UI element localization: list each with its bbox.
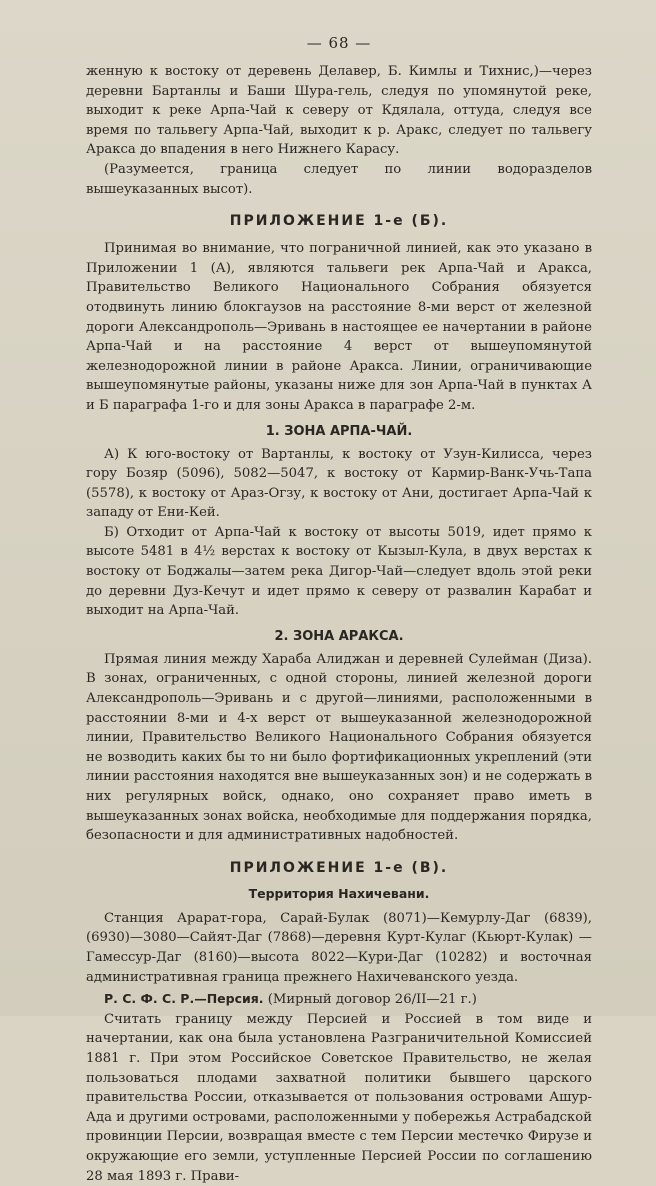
treaty-line <box>86 989 592 1010</box>
zone-2-paragraph: Прямая линия между Хараба Алиджан и деревней Сулейман (Диза). В зонах, ограниченных, с одной стороны, линией железной дороги Александрополь—Эривань и с другой—линиями, расположенными в расстоянии 8-ми и 4-х верст от вышеуказанной железнодорожной линии, Правительство Великого Национального Собрания обязуется не возводить каких бы то ни было фортификационных укреплений (эти линии расстояния находятся вне вышеуказанных зон) и не содержать в них регулярных войск, однако, оно сохраняет право иметь в вышеуказанных зонах войска, необходимые для поддержания порядка, безопасности и для административных надобностей. <box>86 651 592 844</box>
intro-continuation: женную к востоку от деревень Делавер, Б. Кимлы и Тихнис,)—через деревни Бартанлы и Баши Шура-гель, следуя по упомянутой реке, выходит к реке Арпа-Чай к северу от Кдялала, оттуда, следуя все время по тальвегу Арпа-Чай, выходит к р. Аракс, следует по тальвегу Аракса до впадения в него Нижнего Карасу. <box>86 64 592 158</box>
appendix-v-subheading: Территория Нахичевани. <box>248 885 430 901</box>
treaty-reference: (Мирный договор 26/II—21 г.) <box>267 992 477 1008</box>
zone-1-point-b: Б) Отходит от Арпа-Чай к востоку от высоты 5019, идет прямо к высоте 5481 в 4½ верстах к востоку от Кызыл-Кула, в двух верстах к востоку от Боджалы—затем река Дигор-Чай—следует вдоль этой реки до деревни Дуз-Кечут и идет прямо к северу от развалин Карабат и выходит на Арпа-Чай. <box>86 524 592 619</box>
treaty-paragraph: Считать границу между Персией и Россией в том виде и начертании, как она была установлена Разграничительной Комиссией 1881 г. При этом Российское Советское Правительство, не желая пользоваться плодами захватной политики бывшего царского правительства России, отказывается от пользования островами Ашур-Ада и другими островами, расположенными у побережья Астрабадской провинции Персии, возвращая вместе с тем Персии местечко Фирузе и окружающие его земли, уступленные Персией России по соглашению 28 мая 1893 г. Прави- <box>86 1011 592 1184</box>
zone-2-heading: 2. ЗОНА АРАКСА. <box>274 628 404 644</box>
appendix-b-heading: ПРИЛОЖЕНИЕ 1-е (Б). <box>229 213 449 230</box>
appendix-v-heading: ПРИЛОЖЕНИЕ 1-е (В). <box>229 859 449 876</box>
zone-1-point-a: А) К юго-востоку от Вартанлы, к востоку от Узун-Килисса, через гору Бозяр (5096), 5082—5047, к востоку от Кармир-Ванк-Учь-Тапа (5578), к востоку от Араз-Огзу, к востоку от Ани, достигает Арпа-Чай к западу от Ени-Кей. <box>86 446 592 521</box>
appendix-v-paragraph: Станция Арарат-гора, Сарай-Булак (8071)—Кемурлу-Даг (6839), (6930)—3080—Сайят-Даг (7868)—деревня Курт-Кулаг (Кьюрт-Кулак) — Гамессур-Даг (8160)—высота 8022—Кури-Даг (10282) и восточная административная граница прежнего Нахичеванского уезда. <box>86 910 592 985</box>
treaty-title: Р. С. Ф. С. Р.—Персия. <box>104 991 264 1007</box>
intro-note: (Разумеется, граница следует по линии водоразделов вышеуказанных высот). <box>86 161 592 197</box>
appendix-b-paragraph: Принимая во внимание, что пограничной линией, как это указано в Приложении 1 (А), являются тальвеги рек Арпа-Чай и Аракса, Правительство Великого Национального Собрания обязуется отодвинуть линию блокгаузов на расстояние 8-ми верст от железной дороги Александрополь—Эривань в настоящее ее начертании в районе Арпа-Чай и на расстояние 4 верст от вышеупомянутой железнодорожной линии в районе Аракса. Линии, ограничивающие вышеупомянутые районы, указаны ниже для зон Арпа-Чай в пунктах А и Б параграфа 1-го и для зоны Аракса в параграфе 2-м. <box>86 241 592 413</box>
zone-1-heading: 1. ЗОНА АРПА-ЧАЙ. <box>265 423 413 439</box>
page-number: — 68 — <box>306 34 372 52</box>
